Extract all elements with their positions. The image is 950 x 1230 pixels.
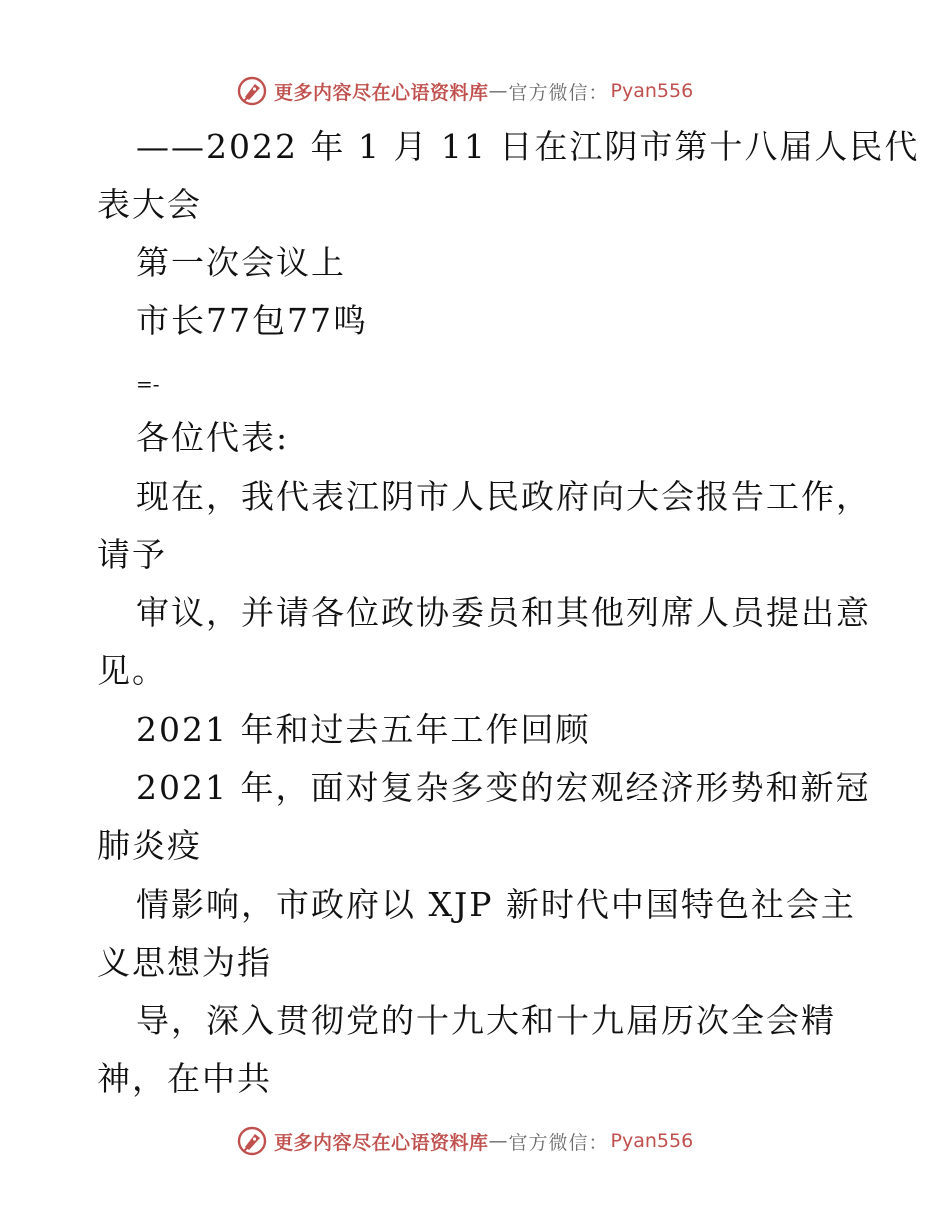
text-line: =- xyxy=(136,372,160,396)
text-line: 审议，并请各位政协委员和其他列席人员提出意 xyxy=(136,593,871,632)
text-line: ——2022 年 1 月 11 日在江阴市第十八届人民代 xyxy=(136,127,920,166)
watermark-site-text: 更多内容尽在心语资料库 xyxy=(274,81,489,104)
watermark-wechat-label: 官方微信： xyxy=(508,1131,609,1154)
watermark-separator: — xyxy=(488,80,509,102)
watermark-wechat-label: 官方微信： xyxy=(508,81,609,104)
text-line: 义思想为指 xyxy=(97,943,272,982)
text-line: 表大会 xyxy=(97,185,202,224)
watermark-separator: — xyxy=(488,1130,509,1152)
text-line: 见。 xyxy=(97,651,167,690)
text-line: 现在，我代表江阴市人民政府向大会报告工作， xyxy=(136,477,871,516)
text-line: 肺炎疫 xyxy=(97,826,202,865)
text-line: 导，深入贯彻党的十九大和十九届历次全会精 xyxy=(136,1001,836,1040)
header-watermark xyxy=(236,74,693,108)
watermark-wechat-id: Pyan556 xyxy=(610,1130,694,1152)
watermark-site-text: 更多内容尽在心语资料库 xyxy=(274,1131,489,1154)
text-line: 市长77包77鸣 xyxy=(136,301,368,340)
footer-watermark xyxy=(236,1124,693,1158)
text-line: 第一次会议上 xyxy=(136,243,346,282)
pen-nib-logo-icon xyxy=(236,1125,268,1157)
pen-nib-logo-icon xyxy=(236,75,268,107)
text-line: 2021 年和过去五年工作回顾 xyxy=(136,710,591,749)
watermark-wechat-id: Pyan556 xyxy=(610,80,694,102)
text-line: 情影响，市政府以 XJP 新时代中国特色社会主 xyxy=(136,885,856,924)
text-line: 2021 年，面对复杂多变的宏观经济形势和新冠 xyxy=(136,768,871,807)
text-line: 请予 xyxy=(97,535,167,574)
text-line: 神，在中共 xyxy=(97,1059,272,1098)
text-line: 各位代表: xyxy=(136,418,290,457)
